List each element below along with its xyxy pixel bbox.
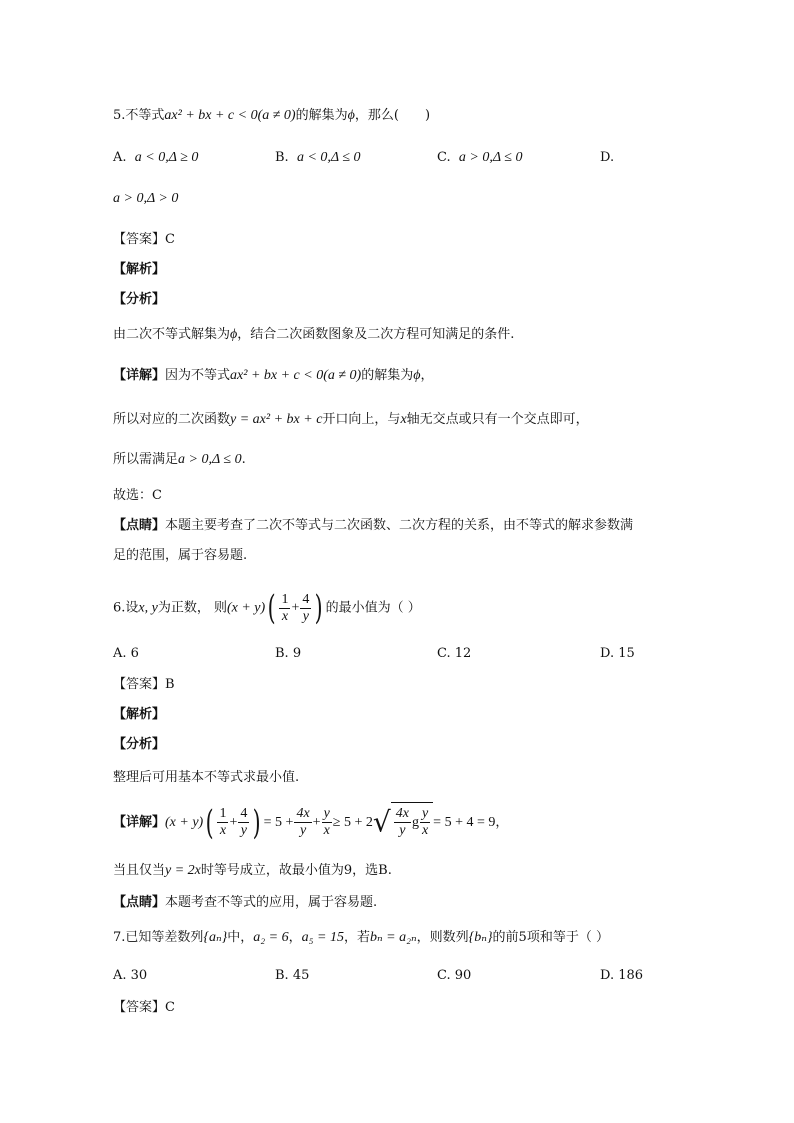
q6-option-b: B. 9 — [275, 646, 302, 661]
q6-frac-1-num: 1 — [281, 591, 289, 607]
q6-plus: + — [291, 600, 300, 616]
q5-comment-2: 足的范围，属于容易题. — [113, 548, 248, 563]
q6-detail-frac-1-num: 1 — [219, 806, 227, 821]
q7-a2: a₂ = 6 — [253, 930, 289, 945]
q6-sqrt-frac-2 — [420, 806, 430, 839]
q6-stem-vars: x, y — [138, 600, 158, 616]
q5-option-a-label: A. — [113, 150, 127, 165]
q6-sqrt-frac-1-den: y — [399, 823, 406, 839]
q6-condition — [113, 861, 392, 881]
q5-detail-3-math: a > 0,Δ ≤ 0 — [178, 452, 242, 467]
q6-detail-plus-2: + — [312, 815, 321, 830]
q5-analysis-phi: ϕ — [230, 327, 238, 342]
q6-left-paren: ( — [267, 588, 276, 628]
q6-stem-tail: 的最小值为（ ） — [325, 600, 421, 616]
q6-detail-ge: ≥ 5 + 2 — [332, 815, 373, 830]
q5-comment-label: 【点睛】 — [113, 518, 166, 533]
q5-detail-2 — [113, 410, 589, 430]
q6-sqrt-frac-2-den: x — [421, 823, 429, 839]
q7-option-a: A. 30 — [113, 968, 148, 983]
q6-comment — [113, 893, 377, 913]
q5-comment-1 — [113, 516, 633, 536]
q7-bn: bₙ = a₂ₙ — [369, 930, 417, 945]
q5-detail-label: 【详解】 — [113, 368, 166, 383]
q7-sep: ， — [288, 930, 302, 945]
q5-detail-1-phi: ϕ — [413, 368, 421, 383]
q6-sqrt-frac-1-num: 4x — [395, 806, 409, 822]
q5-analysis — [113, 325, 514, 345]
q5-stem-prefix: 5.不等式 — [113, 108, 165, 123]
q6-detail-frac-3 — [294, 806, 311, 839]
q6-condition-math: y = 2x — [165, 863, 201, 878]
q6-detail-frac-4-den: x — [323, 823, 330, 838]
q7-stem-prefix: 7.已知等差数列 — [113, 930, 204, 945]
q6-option-d: D. 15 — [600, 646, 635, 661]
q6-detail-frac-1-den: x — [219, 823, 227, 838]
q5-detail-2-math: y = ax² + bx + c — [230, 412, 323, 427]
q6-condition-b: 时等号成立，故最小值为9，选B. — [200, 863, 392, 878]
q7-stem-tail: 的前5项和等于（ ） — [492, 930, 609, 945]
q7-stem-mid1: 中， — [227, 930, 254, 945]
q7-a5: a₅ = 15 — [301, 930, 344, 945]
q6-stem — [113, 590, 421, 627]
q6-sqrt-g: g — [411, 815, 419, 830]
q7-option-c: C. 90 — [437, 968, 472, 983]
q6-fenxi-heading: 【分析】 — [113, 737, 166, 752]
q5-jiexi-heading: 【解析】 — [113, 262, 166, 277]
q5-option-b-text: a < 0,Δ ≤ 0 — [296, 150, 361, 165]
q7-stem-mid3: ，则数列 — [416, 930, 469, 945]
q6-detail-frac-2 — [238, 806, 249, 839]
q5-stem-suffix: 的解集为 — [295, 108, 348, 123]
q5-detail-1a: 因为不等式 — [165, 368, 231, 383]
q5-option-d-text — [113, 189, 178, 209]
q6-option-c: C. 12 — [437, 646, 472, 661]
q6-condition-a: 当且仅当 — [113, 863, 166, 878]
q6-sqrt-sign: √ — [372, 805, 391, 839]
q6-detail-xy: (x + y) — [165, 815, 204, 830]
q6-detail-frac-2-den: y — [240, 823, 247, 838]
q6-frac-2 — [300, 592, 311, 625]
q6-stem-xy: (x + y) — [226, 600, 266, 616]
q6-frac-2-den: y — [302, 608, 309, 624]
q5-option-a — [113, 148, 198, 168]
q7-seq-b: {bₙ} — [468, 930, 493, 945]
q5-detail-1-math: ax² + bx + c < 0(a ≠ 0) — [230, 368, 362, 383]
q6-analysis: 整理后可用基本不等式求最小值. — [113, 770, 300, 785]
q6-stem-prefix: 6.设 — [113, 600, 139, 616]
q6-frac-1 — [279, 592, 290, 625]
q5-comment-1-text: 本题主要考查了二次不等式与二次函数、二次方程的关系，由不等式的解求参数满 — [165, 518, 634, 533]
q5-detail-2b: 开口向上，与 — [322, 412, 401, 427]
q5-detail-1b: 的解集为 — [361, 368, 414, 383]
q5-detail-1 — [113, 366, 434, 386]
q5-option-b-label: B. — [275, 150, 289, 165]
q5-detail-2-x: x — [400, 412, 407, 427]
q5-option-b — [275, 148, 361, 168]
q6-jiexi-heading: 【解析】 — [113, 707, 166, 722]
q6-right-paren: ) — [315, 588, 323, 628]
q5-detail-3 — [113, 450, 246, 470]
q5-detail-2c: 轴无交点或只有一个交点即可， — [406, 412, 589, 427]
q6-detail-frac-2-num: 4 — [240, 806, 248, 821]
q5-stem-math: ax² + bx + c < 0(a ≠ 0) — [164, 108, 296, 123]
q5-option-a-text: a < 0,Δ ≥ 0 — [134, 150, 199, 165]
q6-detail-frac-1 — [217, 806, 228, 839]
q7-stem-mid2: ，若 — [343, 930, 370, 945]
q5-answer: 【答案】C — [113, 232, 175, 247]
q6-comment-text: 本题考查不等式的应用，属于容易题. — [165, 895, 378, 910]
q6-detail-tail: ， — [495, 815, 509, 830]
q6-sqrt-body — [391, 802, 433, 843]
q6-sqrt-frac-2-num: y — [421, 806, 429, 822]
q5-option-d-label: D. — [600, 150, 615, 165]
q7-option-d: D. 186 — [600, 968, 644, 983]
q5-stem-tail: ，那么( ) — [354, 108, 431, 123]
q7-answer: 【答案】C — [113, 1000, 175, 1015]
q6-option-a: A. 6 — [113, 646, 139, 661]
q6-stem-mid: 为正数， 则 — [157, 600, 227, 616]
q6-detail-frac-3-den: y — [299, 823, 307, 838]
q5-choose: 故选：C — [113, 488, 162, 503]
q6-detail-frac-4-num: y — [323, 806, 330, 821]
q5-analysis-text: 由二次不等式解集为 — [113, 327, 231, 342]
q5-detail-3c: . — [241, 452, 246, 467]
q6-answer: 【答案】B — [113, 677, 175, 692]
q5-detail-1c: ， — [420, 368, 434, 383]
q6-detail-frac-3-num: 4x — [296, 806, 310, 821]
q6-sqrt-frac-1 — [394, 806, 411, 839]
q6-frac-2-num: 4 — [302, 591, 310, 607]
q5-stem — [113, 106, 430, 126]
q5-option-d-value: a > 0,Δ > 0 — [113, 191, 179, 206]
q6-detail-label: 【详解】 — [113, 815, 166, 830]
q6-detail-right-paren: ) — [253, 802, 262, 843]
q5-option-c-text: a > 0,Δ ≤ 0 — [458, 150, 523, 165]
q5-phi: ϕ — [347, 108, 355, 123]
q5-option-d — [600, 148, 614, 168]
q6-detail-frac-4 — [322, 806, 332, 839]
q6-detail-left-paren: ( — [205, 802, 214, 843]
q5-option-c — [437, 148, 523, 168]
q5-option-c-label: C. — [437, 150, 451, 165]
q6-detail-eq2: = 5 + 4 = 9 — [433, 815, 496, 830]
q6-detail-plus-1: + — [229, 815, 238, 830]
q7-option-b: B. 45 — [275, 968, 310, 983]
q5-detail-3a: 所以需满足 — [113, 452, 179, 467]
q5-fenxi-heading: 【分析】 — [113, 292, 166, 307]
q5-detail-2a: 所以对应的二次函数 — [113, 412, 231, 427]
q6-frac-1-den: x — [281, 608, 289, 624]
q7-stem — [113, 928, 609, 948]
q5-analysis-tail: ，结合二次函数图象及二次方程可知满足的条件. — [237, 327, 515, 342]
q6-comment-label: 【点睛】 — [113, 895, 166, 910]
q6-detail — [113, 802, 508, 843]
q6-detail-eq1: = 5 + — [263, 815, 294, 830]
q7-seq-a: {aₙ} — [203, 930, 228, 945]
